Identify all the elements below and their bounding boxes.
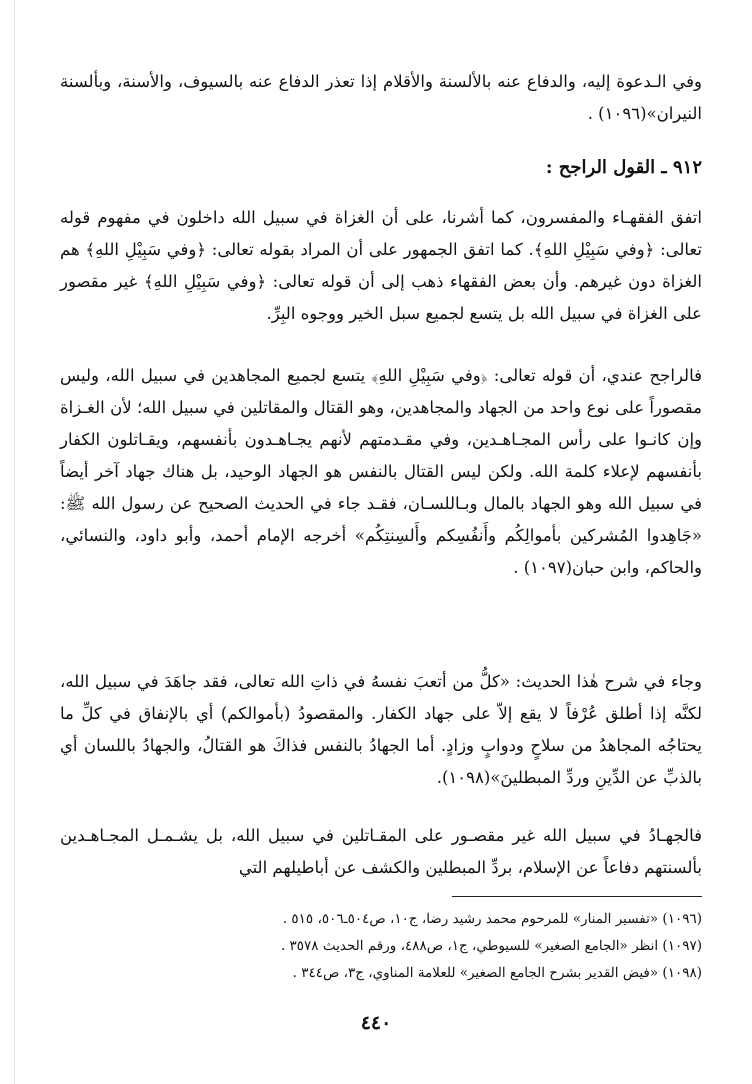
paragraph-jihad-scope: فالجهـادُ في سبيل الله غير مقصـور على المقـاتلين في سبيل الله، بل يشـمـل المجـاهـدين بألسنتهم دفاعاً عن الإسلام، بردِّ المبطلين والكشف عن أباطيلهم التي <box>60 826 702 877</box>
footnote-1098: (١٠٩٨) «فيض القدير بشرح الجامع الصغير» للعلامة المناوي، ج٣، ص٣٤٤ . <box>292 965 702 981</box>
paragraph-hadith-explanation: وجاء في شرح هٰذا الحديث: «كلُّ من أتعبَ نفسهُ في ذاتِ الله تعالى، فقد جاهَدَ في سبيل الله، لكنَّه إذا أطلق عُرْفاً لا يقع إلاّ على جهاد الكفار. والمقصودُ (بأموالكم) أي بالإنفاق في كلِّ ما يحتاجُه المجاهدُ من سلاحٍ ودوابٍ وزادٍ. أما الجهادُ بالنفس فذاكَ هو القتالُ، والجهادُ باللسان أي بالذبِّ عن الدِّينِ وردِّ المبطلينَ»(١٠٩٨). <box>60 672 702 787</box>
scan-margin-line <box>14 0 15 1084</box>
section-heading: ٩١٢ ـ القول الراجح : <box>545 157 702 178</box>
paragraph-agreement: اتفق الفقهـاء والمفسرون، كما أشرنا، على أن الغزاة في سبيل الله داخلون في مفهوم قوله تعالى: ﴿وفي سَبِيْلِ اللهِ﴾. كما اتفق الجمهور على أن المراد بقوله تعالى: ﴿وفي سَبِيْلِ اللهِ﴾ هم الغزاة دون غيرهم. وأن بعض الفقهاء ذهب إلى أن قوله تعالى: ﴿وفي سَبِيْلِ اللهِ﴾ غير مقصور على الغزاة في سبيل الله بل يتسع لجميع سبل الخير ووجوه البِرِّ. <box>60 208 702 323</box>
footnote-1096: (١٠٩٦) «تفسير المنار» للمرحوم محمد رشيد رضا، ج١٠، ص٥٠٤ـ٥٠٦، ٥١٥ . <box>282 911 702 927</box>
page-number: ٤٤٠ <box>360 1012 392 1034</box>
footnote-divider <box>452 896 702 897</box>
paragraph-preferred-opinion: فالراجح عندي، أن قوله تعالى: ﴿وفي سَبِيْلِ اللهِ﴾ يتسع لجميع المجاهدين في سبيل الله، وليس مقصوراً على نوع واحد من الجهاد والمجاهدين، وهو القتال والمقاتلين في سبيل الله؛ لأن الغـزاة وإن كانـوا على رأس المجـاهـدين، وفي مقـدمتهم لأنهم يجـاهـدون بأنفسهم، ويقـاتلون الكفار بأنفسهم لإعلاء كلمة الله. ولكن ليس القتال بالنفس هو الجهاد الوحيد، بل هناك جهاد آخر أيضاً في سبيل الله وهو الجهاد بالمال وبـاللسـان، فقـد جاء في الحديث الصحيح عن رسول الله ﷺ: «جَاهِدوا المُشركين بأموالِكُم وأَنفُسِكم وأَلسِنتِكُم» أخرجه الإمام أحمد، وأبو داود، والنسائي، والحاكم، وابن حبان(١٠٩٧) . <box>60 366 702 577</box>
footnotes <box>60 906 702 987</box>
paragraph-continuation: وفي الـدعوة إليه، والدفاع عنه بالألسنة والأقلام إذا تعذر الدفاع عنه بالسيوف، والأسنة، وبألسنة النيران»(١٠٩٦) . <box>60 72 702 123</box>
footnote-1097: (١٠٩٧) انظر «الجامع الصغير» للسيوطي، ج١، ص٤٨٨، ورقم الحديث ٣٥٧٨ . <box>280 938 702 954</box>
